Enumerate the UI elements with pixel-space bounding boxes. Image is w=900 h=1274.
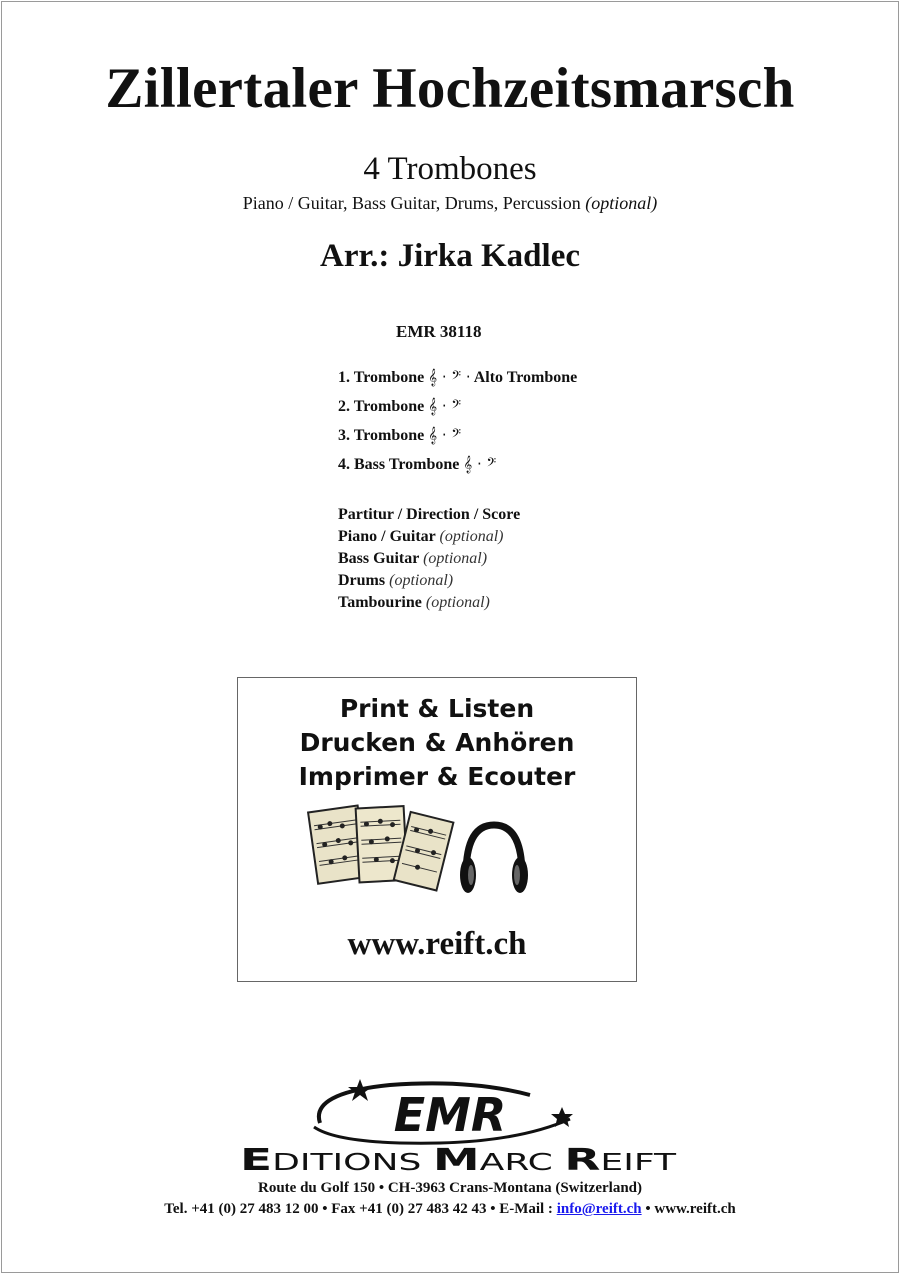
extra-optional: (optional) bbox=[423, 550, 488, 567]
promo-url-link[interactable]: www.reift.ch bbox=[347, 926, 527, 962]
extra-label: Bass Guitar bbox=[338, 550, 420, 567]
part-extra: Alto Trombone bbox=[473, 369, 578, 386]
promo-line: Print & Listen bbox=[339, 694, 535, 723]
extra-optional: (optional) bbox=[425, 594, 490, 611]
email-link[interactable]: info@reift.ch bbox=[556, 1201, 642, 1217]
contact-website[interactable]: • www.reift.ch bbox=[645, 1201, 736, 1217]
publisher-word: EIFT bbox=[600, 1150, 649, 1176]
part-label: 1. Trombone bbox=[338, 369, 425, 386]
publisher-word: ARC bbox=[479, 1150, 534, 1176]
clef-icon: 𝄞 · 𝄢 bbox=[428, 397, 462, 415]
extras-list bbox=[338, 504, 520, 614]
extra-item bbox=[338, 570, 520, 592]
headphones-icon bbox=[460, 825, 528, 893]
promo-icons bbox=[306, 803, 536, 903]
sheet-music-icon bbox=[308, 806, 453, 891]
part-item bbox=[338, 453, 577, 482]
part-item bbox=[338, 424, 577, 453]
contact-line bbox=[0, 1201, 900, 1218]
part-label: 2. Trombone bbox=[338, 398, 425, 415]
part-label: 3. Trombone bbox=[338, 427, 425, 444]
part-label: 4. Bass Trombone bbox=[338, 456, 460, 473]
extra-optional: (optional) bbox=[439, 528, 504, 545]
subtitle: 4 Trombones bbox=[363, 151, 537, 187]
print-listen-box[interactable] bbox=[237, 677, 637, 982]
parts-list bbox=[338, 366, 577, 482]
clef-icon: 𝄞 · 𝄢 · bbox=[428, 368, 471, 386]
promo-line: Drucken & Anhören bbox=[299, 728, 575, 757]
extra-label: Drums bbox=[338, 572, 386, 589]
clef-icon: 𝄞 · 𝄢 bbox=[428, 426, 462, 444]
publisher-word: DITIONS bbox=[272, 1150, 375, 1176]
contact-phone-fax: Tel. +41 (0) 27 483 12 00 • Fax +41 (0) 27 483 42 43 • E-Mail : bbox=[164, 1201, 553, 1217]
instrumentation-text: Piano / Guitar, Bass Guitar, Drums, Percussion bbox=[242, 193, 581, 213]
instrumentation bbox=[0, 193, 900, 214]
page-title: Zillertaler Hochzeitsmarsch bbox=[105, 57, 795, 120]
extra-item bbox=[338, 592, 520, 614]
logo-mark: EMR bbox=[393, 1088, 507, 1142]
extra-item bbox=[338, 504, 520, 526]
instrumentation-optional: (optional) bbox=[585, 193, 658, 213]
extra-optional: (optional) bbox=[389, 572, 454, 589]
extra-label: Partitur / Direction / Score bbox=[338, 506, 521, 523]
publisher-name bbox=[238, 1143, 678, 1177]
extra-label: Piano / Guitar bbox=[338, 528, 436, 545]
clef-icon: 𝄞 · 𝄢 bbox=[463, 455, 497, 473]
address-line: Route du Golf 150 • CH-3963 Crans-Montana (Switzerland) bbox=[258, 1180, 642, 1196]
publisher-initial: M bbox=[432, 1143, 463, 1177]
part-item bbox=[338, 395, 577, 424]
svg-text:EDITIONS MARC REIFT bbox=[240, 1143, 677, 1177]
extra-label: Tambourine bbox=[338, 594, 422, 611]
extra-item bbox=[338, 548, 520, 570]
extra-item bbox=[338, 526, 520, 548]
part-item bbox=[338, 366, 577, 395]
promo-lines bbox=[238, 692, 636, 794]
promo-line: Imprimer & Ecouter bbox=[298, 762, 576, 791]
catalog-number: EMR 38118 bbox=[396, 322, 482, 341]
arranger: Arr.: Jirka Kadlec bbox=[320, 238, 580, 274]
publisher-initial: R bbox=[564, 1143, 588, 1177]
publisher-initial: E bbox=[240, 1143, 261, 1177]
emr-logo bbox=[300, 1075, 590, 1150]
